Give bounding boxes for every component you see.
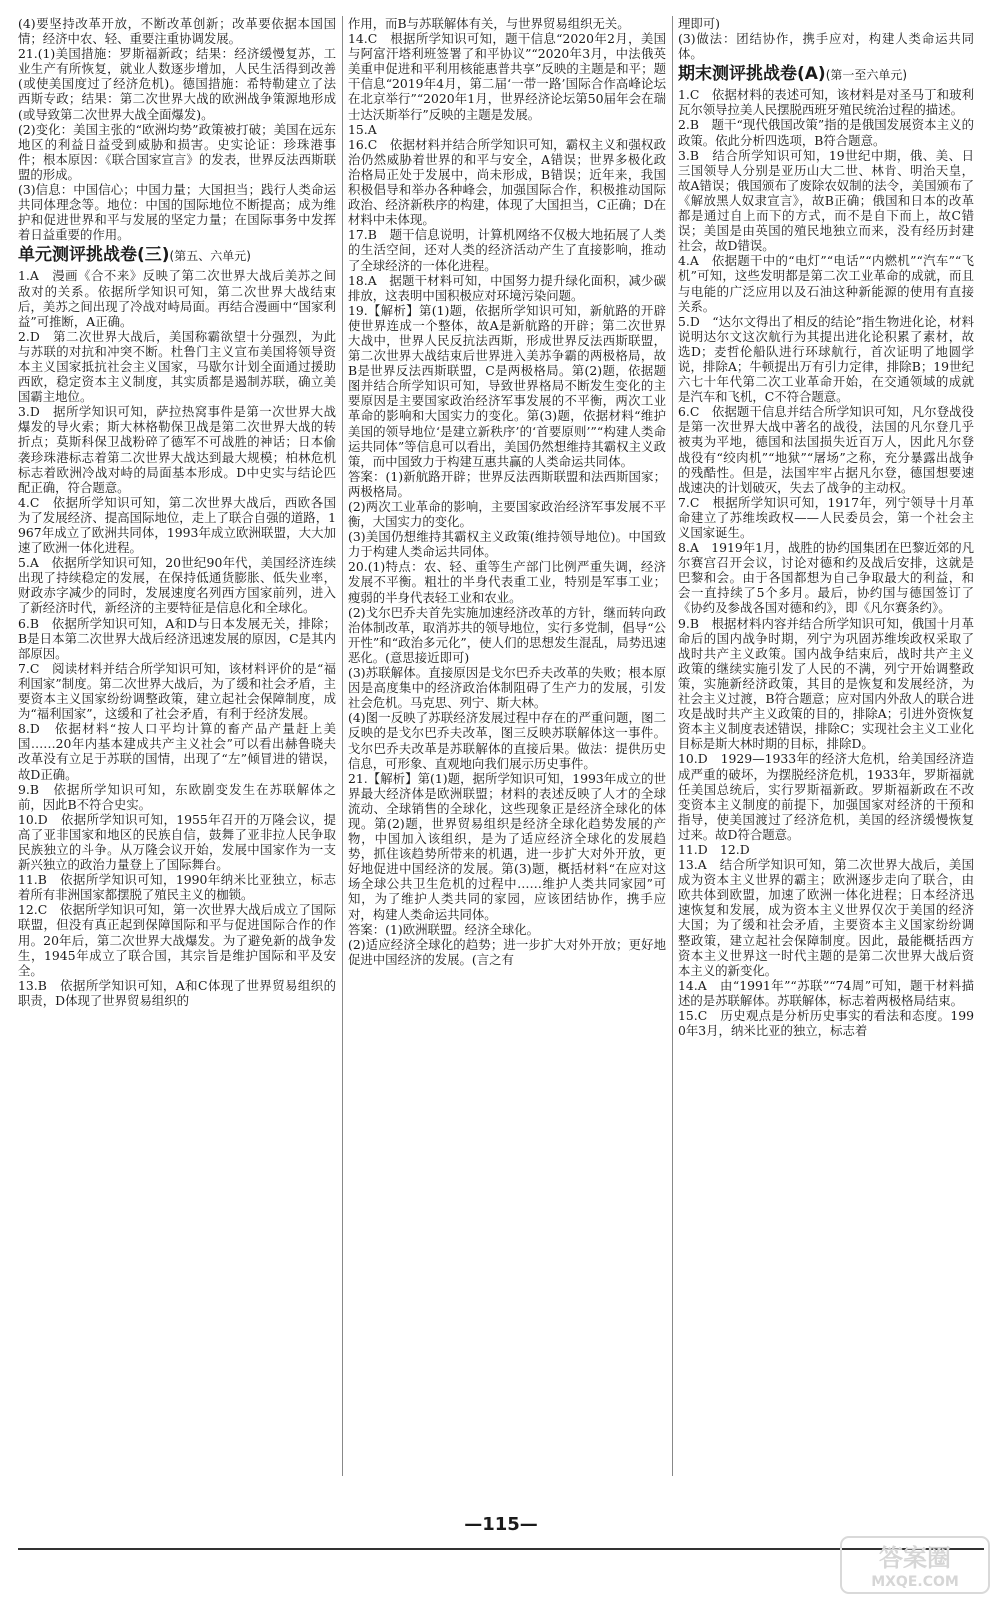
answer-paragraph: (3)美国仍想维持其霸权主义政策(维持领导地位)。中国致力于构建人类命运共同体。 [348,529,666,560]
answer-paragraph: 17.B 题干信息说明，计算机网络不仅极大地拓展了人类的生活空间，还对人类的经济活动产生了直接影响，推动了全球经济的一体化进程。 [348,227,666,273]
answer-paragraph: 4.C 依据所学知识可知，第二次世界大战后，西欧各国为了发展经济、提高国际地位，走上了联合自强的道路，1967年成立了欧洲共同体，1993年成立欧洲联盟，大大加速了欧洲一体化进程。 [18,494,336,556]
answer-paragraph: (3)苏联解体。直接原因是戈尔巴乔夫改革的失败；根本原因是高度集中的经济政治体制阻碍了生产力的发展，引发社会危机。马克思、列宁、斯大林。 [348,665,666,711]
answer-paragraph: 答案：(1)新航路开辟；世界反法西斯联盟和法西斯国家；两极格局。 [348,468,666,499]
answer-paragraph: 14.C 根据所学知识可知，题干信息“2020年2月，美国与阿富汗塔利班签署了和平协议”“2020年3月，中法俄英美重申促进和平利用核能惠普共享”反映的主题是和平；题干信息“2019年4月，第二届‘一带一路’国际合作高峰论坛在北京举行”“2020年1月，世界经济论坛第50届年会在瑞士达沃斯举行”反映的主题是发展。 [348,31,666,122]
section-heading [678,63,974,86]
watermark-url: MXQE.COM [871,1574,959,1590]
answer-paragraph: 3.D 据所学知识可知，萨拉热窝事件是第一次世界大战爆发的导火索；斯大林格勒保卫战是第二次世界大战的转折点；莫斯科保卫战粉碎了德军不可战胜的神话；日本偷袭珍珠港标志着第二次世界大战达到最大规模；柏林危机标志着欧洲冷战对峙的局面基本形成。D中史实与结论匹配正确，符合题意。 [18,404,336,495]
answer-paragraph: 12.C 依据所学知识可知，第一次世界大战后成立了国际联盟，但没有真正起到保障国际和平与促进国际合作的作用。20年后，第二次世界大战爆发。为了避免新的战争发生，1945年成立了联合国，其宗旨是维护国际和平及安全。 [18,902,336,978]
answer-paragraph: 5.D “达尔文得出了相反的结论”指生物进化论，材料说明达尔文这次航行为其提出进化论积累了素材，故选D；麦哲伦船队进行环球航行，首次证明了地圆学说，排除A；牛顿提出万有引力定律，排除B；19世纪六七十年代第二次工业革命开始，在交通领域的成就是汽车和飞机，C不符合题意。 [678,313,974,405]
column-right [678,16,974,1476]
answer-paragraph: 作用，而B与苏联解体有关，与世界贸易组织无关。 [348,16,630,31]
page-footer [18,1514,984,1535]
column-left [18,16,336,1476]
answer-paragraph: 1.A 漫画《合不来》反映了第二次世界大战后美苏之间敌对的关系。依据所学知识可知，第二次世界大战结束后，美苏之间出现了冷战对峙局面。再结合漫画中“国家利益”可推断，A正确。 [18,268,336,329]
answer-paragraph: 10.D 依据所学知识可知，1955年召开的万隆会议，提高了亚非国家和地区的民族自信，鼓舞了亚非拉人民争取民族独立的斗争。从万隆会议开始，发展中国家作为一支新兴独立的政治力量登上了国际舞台。 [18,811,336,873]
answer-paragraph: (2)戈尔巴乔夫首先实施加速经济改革的方针，继而转向政治体制改革，取消苏共的领导地位，实行多党制，倡导“公开性”和“政治多元化”，使人们的思想发生混乱，局势迅速恶化。(意思接近即可) [348,604,666,665]
answer-paragraph: 5.A 依据所学知识可知，20世纪90年代，美国经济连续出现了持续稳定的发展，在保持低通货膨胀、低失业率，财政赤字减少的同时，发展速度名列西方国家前列，进入了新经济时代，新经济的主要特征是信息化和全球化。 [18,555,336,616]
answer-paragraph: 1.C 依据材料的表述可知，该材料是对圣马丁和玻利瓦尔领导拉美人民摆脱西班牙殖民统治过程的描述。 [678,87,974,118]
answer-paragraph: 15.C 历史观点是分析历史事实的看法和态度。1990年3月，纳米比亚的独立，标志着 [678,1008,974,1039]
answer-paragraph: (3)做法：团结协作，携手应对，构建人类命运共同体。 [678,31,974,62]
answer-paragraph: 18.A 据题干材料可知，中国努力提升绿化面积，减少碳排放，这表明中国积极应对环境污染问题。 [348,272,666,303]
answer-paragraph: (2)适应经济全球化的趋势；进一步扩大对外开放；更好地促进中国经济的发展。(言之有 [348,936,666,967]
watermark-logo-icon [840,1536,990,1594]
answer-paragraph: 6.C 依据题干信息并结合所学知识可知，凡尔登战役是第一次世界大战中著名的战役，法国的凡尔登几乎被夷为平地，德国和法国损失近百万人，因此凡尔登战役有“绞肉机”“地狱”“屠场”之称，充分暴露出战争的残酷性。但是，法国牢牢占据凡尔登，德国想要速战速决的计划破灭，失去了战争的主动权。 [678,404,974,495]
column-divider [342,16,343,1476]
section-subtitle: (第一至六单元) [825,68,908,83]
answer-paragraph: 13.A 结合所学知识可知，第二次世界大战后，美国成为资本主义世界的霸主；欧洲逐步走向了联合，由欧共体到欧盟，加速了欧洲一体化进程；日本经济迅速恢复和发展，成为资本主义世界仅次于美国的经济大国；为了缓和社会矛盾，主要资本主义国家纷纷调整政策，建立起社会保障制度。因此，最能概括西方资本主义世界这一时代主题的是第二次世界大战后资本主义的新变化。 [678,857,974,978]
answer-paragraph: 9.B 根据材料内容并结合所学知识可知，俄国十月革命后的国内战争时期，列宁为巩固苏维埃政权采取了战时共产主义政策。国内战争结束后，战时共产主义政策的继续实施引发了人民的不满，列宁开始调整政策，实施新经济政策，其目的是恢复和发展经济，为社会主义过渡，B符合题意；应对国内外敌人的联合进攻是战时共产主义政策的目的，排除A；引进外资恢复资本主义制度表述错误，排除C；实现社会主义工业化目标是斯大林时期的目标，排除D。 [678,615,974,752]
answer-paragraph: 13.B 依据所学知识可知，A和C体现了世界贸易组织的职责，D体现了世界贸易组织的 [18,977,336,1008]
answer-paragraph: 10.D 1929—1933年的经济大危机，给美国经济造成严重的破坏，为摆脱经济危机，1933年，罗斯福就任美国总统后，实行罗斯福新政。罗斯福新政在不改变资本主义制度的前提下，加强国家对经济的干预和指导，使美国渡过了经济危机，美国的经济缓慢恢复过来。故D符合题意。 [678,751,974,842]
answer-paragraph: 14.A 由“1991年”“苏联”“74周”可知，题干材料描述的是苏联解体。苏联解体，标志着两极格局结束。 [678,977,974,1008]
answer-paragraph: (2)变化：美国主张的“欧洲均势”政策被打破；美国在远东地区的利益日益受到威胁和损害。史实论证：珍珠港事件；根本原因：《联合国家宣言》的发表，世界反法西斯联盟的形成。 [18,121,336,182]
section-title: 单元测评挑战卷(三) [18,245,170,266]
answer-paragraph: 7.C 根据所学知识可知，1917年，列宁领导十月革命建立了苏维埃政权——人民委员会，第一个社会主义国家诞生。 [678,494,974,540]
section-title: 期末测评挑战卷(A) [678,64,826,85]
answer-paragraph: 8.A 1919年1月，战胜的协约国集团在巴黎近郊的凡尔赛宫召开会议，讨论对德和约及战后安排，这就是巴黎和会。由于各国都想为自己争取最大的利益，和会一直持续了5个多月。最后，协约国与德国签订了《协约及参战各国对德和约》，即《凡尔赛条约》。 [678,540,974,616]
answer-paragraph: 3.B 结合所学知识可知，19世纪中期，俄、美、日三国领导人分别是亚历山大二世、林肯、明治天皇，故A错误；俄国颁布了废除农奴制的法令，美国颁布了《解放黑人奴隶宣言》，故B正确；俄国和日本的改革都是通过自上而下的方式，而不是自下而上，故C错误；美国是由英国的殖民地独立而来，没有经历封建社会，故D错误。 [678,147,974,254]
column-divider [672,16,673,1476]
answer-paragraph: 6.B 依据所学知识可知，A和D与日本发展无关，排除；B是日本第二次世界大战后经济迅速发展的原因，C是其内部原因。 [18,615,336,661]
answer-paragraph: 16.C 依据材料并结合所学知识可知，霸权主义和强权政治仍然威胁着世界的和平与安全，A错误；世界多极化政治格局正处于发展中，尚未形成，B错误；近年来，我国积极倡导和举办各种峰会，加强国际合作，积极推动国际政治、经济新秩序的构建，体现了大国担当，C正确；D在材料中未体现。 [348,136,666,228]
answer-paragraph: 9.B 依据所学知识可知，东欧剧变发生在苏联解体之前，因此B不符合史实。 [18,781,336,812]
answer-paragraph: 19.【解析】第(1)题，依据所学知识可知，新航路的开辟使世界连成一个整体，故A是新航路的开辟；第二次世界大战中，世界人民反抗法西斯，形成世界反法西斯联盟，第二次世界大战结束后世界进入美苏争霸的两极格局，故B是世界反法西斯联盟，C是两极格局。第(2)题，依据题图并结合所学知识可知，导致世界格局不断发生变化的主要原因是主要国家政治经济军事发展的不平衡，两次工业革命的影响和大国实力的变化。第(3)题，依据材料“维护美国的领导地位‘是建立新秩序’的‘首要原则’”“构建人类命运共同体”等信息可以看出，美国仍然想维持其霸权主义政策，而中国致力于构建互惠共赢的人类命运共同体。 [348,302,666,469]
section-heading [18,244,336,267]
answer-paragraph: 11.B 依据所学知识可知，1990年纳米比亚独立，标志着所有非洲国家都摆脱了殖民主义的枷锁。 [18,872,336,903]
answer-paragraph: (3)信息：中国信心；中国力量；大国担当；践行人类命运共同体理念等。地位：中国的国际地位不断提高；成为维护和促进世界和平与发展的坚定力量；在国际事务中发挥着日益重要的作用。 [18,182,336,243]
answer-paragraph: 8.D 依据材料“按人口平均计算的畜产品产量赶上美国……20年内基本建成共产主义社会”可以看出赫鲁晓夫改革没有立足于苏联的国情，出现了“左”倾冒进的错误，故D正确。 [18,721,336,782]
column-middle [348,16,666,1476]
answer-paragraph: (4)要坚持改革开放，不断改革创新；改革要依据本国国情；经济中农、轻、重要注重协调发展。 [18,16,336,47]
answer-paragraph: 7.C 阅读材料并结合所学知识可知，该材料评价的是“福利国家”制度。第二次世界大战后，为了缓和社会矛盾，主要资本主义国家纷纷调整政策，建立起社会保障制度，成为“福利国家”，这缓和了社会矛盾，有利于经济发展。 [18,660,336,722]
page-number: —115— [464,1514,538,1535]
watermark-text: 答案圈 [879,1544,951,1572]
exam-answer-page [18,16,984,1576]
answer-paragraph: (4)图一反映了苏联经济发展过程中存在的严重问题，图二反映的是戈尔巴乔夫改革，图三反映苏联解体这一事件。戈尔巴乔夫改革是苏联解体的直接后果。做法：提供历史信息，可形象、直观地向我们展示历史事件。 [348,710,666,771]
section-subtitle: (第五、六单元) [169,249,251,264]
answer-paragraph: 答案：(1)欧洲联盟。经济全球化。 [348,921,540,937]
answer-paragraph: (2)两次工业革命的影响，主要国家政治经济军事发展不平衡，大国实力的变化。 [348,499,666,530]
answer-paragraph: 4.A 依据题干中的“电灯”“电话”“内燃机”“汽车”“飞机”可知，这些发明都是第二次工业革命的成就，而且与电能的广泛应用以及石油这种新能源的使用有直接关系。 [678,253,974,314]
answer-paragraph: 21.【解析】第(1)题，据所学知识可知，1993年成立的世界最大经济体是欧洲联盟；材料的表述反映了人才的全球流动、全球销售的全球化，这些现象正是经济全球化的体现。第(2)题，世界贸易组织是经济全球化趋势发展的产物，中国加入该组织，是为了适应经济全球化的发展趋势，抓住该趋势所带来的机遇，进一步扩大对外开放，更好地促进中国经济的发展。第(3)题，概括材料“在应对这场全球公共卫生危机的过程中……维护人类共同家园”可知，为了维护人类共同的家园，应该团结协作，携手应对，构建人类命运共同体。 [348,770,666,922]
answer-paragraph: 理即可) [678,16,721,31]
answer-paragraph: 2.B 题干“现代俄国改策”指的是俄国发展资本主义的政策。依此分析四选项，B符合题意。 [678,117,974,148]
answer-paragraph: 21.(1)美国措施：罗斯福新政；结果：经济缓慢复苏，工业生产有所恢复，就业人数逐步增加，人民生活得到改善(或使美国度过了经济危机)。德国措施：希特勒建立了法西斯专政；结果：第二次世界大战的欧洲战争策源地形成(或导致第二次世界大战全面爆发)。 [18,46,336,122]
answer-paragraph: 15.A [348,121,377,137]
answer-paragraph: 2.D 第二次世界大战后，美国称霸欲望十分强烈，为此与苏联的对抗和冲突不断。杜鲁门主义宣布美国将领导资本主义国家抵抗社会主义国家，马歇尔计划全面通过援助西欧，稳定资本主义制度，其实质都是遏制苏联，确立美国霸主地位。 [18,328,336,405]
answer-paragraph: 20.(1)特点：农、轻、重等生产部门比例严重失调，经济发展不平衡。粗壮的半身代表重工业，特别是军事工业；瘦弱的半身代表轻工业和农业。 [348,559,666,605]
answer-paragraph: 11.D 12.D [678,841,750,857]
